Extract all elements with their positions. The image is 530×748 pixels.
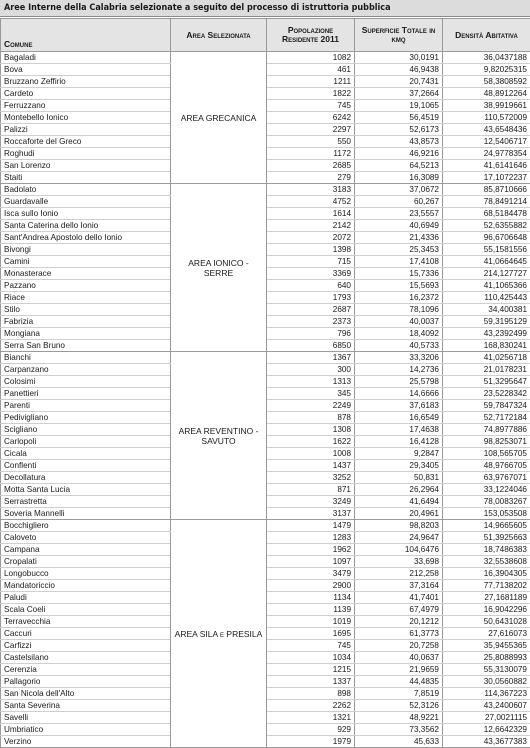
surface-value: 20,7258 bbox=[355, 640, 443, 652]
comune-name: Badolato bbox=[1, 184, 171, 196]
header-density: Densità Abitativa bbox=[443, 19, 530, 52]
density-value: 48,8912264 bbox=[443, 88, 530, 100]
comune-name: Bocchigliero bbox=[1, 520, 171, 532]
comune-name: Bova bbox=[1, 64, 171, 76]
density-value: 96,6706648 bbox=[443, 232, 530, 244]
comune-name: Pedivigliano bbox=[1, 412, 171, 424]
surface-value: 19,1065 bbox=[355, 100, 443, 112]
density-value: 43,2400607 bbox=[443, 700, 530, 712]
population-value: 715 bbox=[267, 256, 355, 268]
density-value: 78,0083267 bbox=[443, 496, 530, 508]
population-value: 300 bbox=[267, 364, 355, 376]
surface-value: 40,0637 bbox=[355, 652, 443, 664]
population-value: 871 bbox=[267, 484, 355, 496]
density-value: 23,5228342 bbox=[443, 388, 530, 400]
comune-name: Pallagorio bbox=[1, 676, 171, 688]
density-value: 63,9767071 bbox=[443, 472, 530, 484]
area-label: AREA REVENTINO - SAVUTO bbox=[171, 352, 267, 520]
density-value: 168,830241 bbox=[443, 340, 530, 352]
population-value: 2685 bbox=[267, 160, 355, 172]
density-value: 55,3130079 bbox=[443, 664, 530, 676]
density-value: 153,053508 bbox=[443, 508, 530, 520]
density-value: 27,616073 bbox=[443, 628, 530, 640]
comune-name: Soveria Mannelli bbox=[1, 508, 171, 520]
comune-name: Cropalati bbox=[1, 556, 171, 568]
population-value: 3183 bbox=[267, 184, 355, 196]
population-value: 1134 bbox=[267, 592, 355, 604]
surface-value: 43,8573 bbox=[355, 136, 443, 148]
population-value: 1008 bbox=[267, 448, 355, 460]
density-value: 35,9455365 bbox=[443, 640, 530, 652]
population-value: 2072 bbox=[267, 232, 355, 244]
surface-value: 40,6949 bbox=[355, 220, 443, 232]
surface-value: 44,4835 bbox=[355, 676, 443, 688]
density-value: 16,3904305 bbox=[443, 568, 530, 580]
population-value: 2249 bbox=[267, 400, 355, 412]
population-value: 745 bbox=[267, 100, 355, 112]
comune-name: San Lorenzo bbox=[1, 160, 171, 172]
surface-value: 98,8203 bbox=[355, 520, 443, 532]
population-value: 6850 bbox=[267, 340, 355, 352]
comune-name: Santa Severina bbox=[1, 700, 171, 712]
comune-name: Bruzzano Zeffirio bbox=[1, 76, 171, 88]
population-value: 640 bbox=[267, 280, 355, 292]
comune-name: Monasterace bbox=[1, 268, 171, 280]
comune-name: Isca sullo Ionio bbox=[1, 208, 171, 220]
comune-name: Carfizzi bbox=[1, 640, 171, 652]
density-value: 43,3677383 bbox=[443, 736, 530, 748]
population-value: 2297 bbox=[267, 124, 355, 136]
population-value: 461 bbox=[267, 64, 355, 76]
comune-name: Terravecchia bbox=[1, 616, 171, 628]
population-value: 1614 bbox=[267, 208, 355, 220]
surface-value: 61,3773 bbox=[355, 628, 443, 640]
comune-name: Scala Coeli bbox=[1, 604, 171, 616]
comune-name: Roghudi bbox=[1, 148, 171, 160]
density-value: 51,3925663 bbox=[443, 532, 530, 544]
density-value: 41,6141646 bbox=[443, 160, 530, 172]
surface-value: 52,6173 bbox=[355, 124, 443, 136]
surface-value: 16,6549 bbox=[355, 412, 443, 424]
population-value: 2687 bbox=[267, 304, 355, 316]
surface-value: 20,7431 bbox=[355, 76, 443, 88]
population-value: 2262 bbox=[267, 700, 355, 712]
surface-value: 16,3089 bbox=[355, 172, 443, 184]
density-value: 77,7138202 bbox=[443, 580, 530, 592]
population-value: 3137 bbox=[267, 508, 355, 520]
surface-value: 37,3164 bbox=[355, 580, 443, 592]
density-value: 25,8088993 bbox=[443, 652, 530, 664]
comune-name: Montebello Ionico bbox=[1, 112, 171, 124]
population-value: 3249 bbox=[267, 496, 355, 508]
population-value: 279 bbox=[267, 172, 355, 184]
header-comune: Comune bbox=[1, 19, 171, 52]
surface-value: 17,4108 bbox=[355, 256, 443, 268]
population-value: 1979 bbox=[267, 736, 355, 748]
comune-name: Bianchi bbox=[1, 352, 171, 364]
surface-value: 37,0672 bbox=[355, 184, 443, 196]
density-value: 41,0664645 bbox=[443, 256, 530, 268]
comune-name: Caccuri bbox=[1, 628, 171, 640]
surface-value: 15,5693 bbox=[355, 280, 443, 292]
surface-value: 25,5798 bbox=[355, 376, 443, 388]
header-population: Popolazione Residente 2011 bbox=[267, 19, 355, 52]
population-value: 2373 bbox=[267, 316, 355, 328]
comune-name: Umbriatico bbox=[1, 724, 171, 736]
density-value: 108,565705 bbox=[443, 448, 530, 460]
surface-value: 20,4961 bbox=[355, 508, 443, 520]
population-value: 1962 bbox=[267, 544, 355, 556]
density-value: 12,6642329 bbox=[443, 724, 530, 736]
surface-value: 41,7401 bbox=[355, 592, 443, 604]
comune-name: Carpanzano bbox=[1, 364, 171, 376]
surface-value: 46,9438 bbox=[355, 64, 443, 76]
surface-value: 45,633 bbox=[355, 736, 443, 748]
comune-name: Castelsilano bbox=[1, 652, 171, 664]
population-value: 1695 bbox=[267, 628, 355, 640]
surface-value: 48,9221 bbox=[355, 712, 443, 724]
population-value: 1034 bbox=[267, 652, 355, 664]
comune-name: Cicala bbox=[1, 448, 171, 460]
comune-name: Campana bbox=[1, 544, 171, 556]
surface-value: 41,6494 bbox=[355, 496, 443, 508]
population-value: 1308 bbox=[267, 424, 355, 436]
density-value: 50,6431028 bbox=[443, 616, 530, 628]
page-title: Aree Interne della Calabria selezionate a seguito del processo di istruttoria pubblica bbox=[0, 0, 530, 17]
comune-name: Ferruzzano bbox=[1, 100, 171, 112]
surface-value: 67,4979 bbox=[355, 604, 443, 616]
comune-name: Mongiana bbox=[1, 328, 171, 340]
surface-value: 18,4092 bbox=[355, 328, 443, 340]
comune-name: Stilo bbox=[1, 304, 171, 316]
density-value: 32,5538608 bbox=[443, 556, 530, 568]
surface-value: 16,4128 bbox=[355, 436, 443, 448]
comune-name: Roccaforte del Greco bbox=[1, 136, 171, 148]
density-value: 18,7486383 bbox=[443, 544, 530, 556]
table-body bbox=[1, 52, 530, 748]
population-value: 745 bbox=[267, 640, 355, 652]
population-value: 6242 bbox=[267, 112, 355, 124]
density-value: 12,5406717 bbox=[443, 136, 530, 148]
surface-value: 21,9659 bbox=[355, 664, 443, 676]
surface-value: 24,9647 bbox=[355, 532, 443, 544]
density-value: 110,572009 bbox=[443, 112, 530, 124]
density-value: 59,3195129 bbox=[443, 316, 530, 328]
comune-name: San Nicola dell'Alto bbox=[1, 688, 171, 700]
table-row bbox=[1, 52, 530, 64]
comune-name: Pazzano bbox=[1, 280, 171, 292]
population-value: 1313 bbox=[267, 376, 355, 388]
population-value: 3252 bbox=[267, 472, 355, 484]
area-label: AREA GRECANICA bbox=[171, 52, 267, 184]
population-value: 1437 bbox=[267, 460, 355, 472]
surface-value: 33,698 bbox=[355, 556, 443, 568]
density-value: 9,82025315 bbox=[443, 64, 530, 76]
comune-name: Riace bbox=[1, 292, 171, 304]
area-label: AREA SILA e PRESILA bbox=[171, 520, 267, 748]
surface-value: 23,5557 bbox=[355, 208, 443, 220]
surface-value: 33,3206 bbox=[355, 352, 443, 364]
surface-value: 40,5733 bbox=[355, 340, 443, 352]
comune-name: Serrastretta bbox=[1, 496, 171, 508]
surface-value: 14,6666 bbox=[355, 388, 443, 400]
density-value: 51,3295647 bbox=[443, 376, 530, 388]
municipalities-table bbox=[0, 18, 530, 748]
density-value: 30,0560882 bbox=[443, 676, 530, 688]
surface-value: 64,5213 bbox=[355, 160, 443, 172]
density-value: 41,1065366 bbox=[443, 280, 530, 292]
surface-value: 104,6476 bbox=[355, 544, 443, 556]
density-value: 58,3808592 bbox=[443, 76, 530, 88]
density-value: 16,9042296 bbox=[443, 604, 530, 616]
header-area: Area Selezionata bbox=[171, 19, 267, 52]
density-value: 43,6548436 bbox=[443, 124, 530, 136]
population-value: 1367 bbox=[267, 352, 355, 364]
comune-name: Decollatura bbox=[1, 472, 171, 484]
surface-value: 78,1096 bbox=[355, 304, 443, 316]
population-value: 3479 bbox=[267, 568, 355, 580]
density-value: 59,7847324 bbox=[443, 400, 530, 412]
population-value: 1479 bbox=[267, 520, 355, 532]
population-value: 929 bbox=[267, 724, 355, 736]
density-value: 34,400381 bbox=[443, 304, 530, 316]
surface-value: 40,0037 bbox=[355, 316, 443, 328]
population-value: 796 bbox=[267, 328, 355, 340]
table-row bbox=[1, 352, 530, 364]
density-value: 52,6355882 bbox=[443, 220, 530, 232]
surface-value: 60,267 bbox=[355, 196, 443, 208]
population-value: 550 bbox=[267, 136, 355, 148]
comune-name: Longobucco bbox=[1, 568, 171, 580]
comune-name: Bagaladi bbox=[1, 52, 171, 64]
comune-name: Staiti bbox=[1, 172, 171, 184]
density-value: 48,9766705 bbox=[443, 460, 530, 472]
area-label: AREA IONICO - SERRE bbox=[171, 184, 267, 352]
density-value: 41,0256718 bbox=[443, 352, 530, 364]
population-value: 3369 bbox=[267, 268, 355, 280]
density-value: 24,9778354 bbox=[443, 148, 530, 160]
surface-value: 21,4336 bbox=[355, 232, 443, 244]
density-value: 52,7172184 bbox=[443, 412, 530, 424]
comune-name: Fabrizia bbox=[1, 316, 171, 328]
population-value: 1139 bbox=[267, 604, 355, 616]
header-surface: Superficie Totale in kmq bbox=[355, 19, 443, 52]
population-value: 1337 bbox=[267, 676, 355, 688]
density-value: 85,8710666 bbox=[443, 184, 530, 196]
population-value: 1082 bbox=[267, 52, 355, 64]
comune-name: Motta Santa Lucia bbox=[1, 484, 171, 496]
surface-value: 56,4519 bbox=[355, 112, 443, 124]
comune-name: Conflenti bbox=[1, 460, 171, 472]
population-value: 1283 bbox=[267, 532, 355, 544]
comune-name: Savelli bbox=[1, 712, 171, 724]
population-value: 4752 bbox=[267, 196, 355, 208]
density-value: 114,367223 bbox=[443, 688, 530, 700]
population-value: 1097 bbox=[267, 556, 355, 568]
comune-name: Panettieri bbox=[1, 388, 171, 400]
surface-value: 14,2736 bbox=[355, 364, 443, 376]
population-value: 2142 bbox=[267, 220, 355, 232]
density-value: 27,0021115 bbox=[443, 712, 530, 724]
surface-value: 73,3562 bbox=[355, 724, 443, 736]
comune-name: Serra San Bruno bbox=[1, 340, 171, 352]
surface-value: 16,2372 bbox=[355, 292, 443, 304]
density-value: 33,1224046 bbox=[443, 484, 530, 496]
density-value: 36,0437188 bbox=[443, 52, 530, 64]
comune-name: Guardavalle bbox=[1, 196, 171, 208]
population-value: 1211 bbox=[267, 76, 355, 88]
density-value: 43,2392499 bbox=[443, 328, 530, 340]
surface-value: 46,9216 bbox=[355, 148, 443, 160]
population-value: 1321 bbox=[267, 712, 355, 724]
population-value: 1822 bbox=[267, 88, 355, 100]
surface-value: 9,2847 bbox=[355, 448, 443, 460]
surface-value: 37,6183 bbox=[355, 400, 443, 412]
table-row bbox=[1, 520, 530, 532]
table-row bbox=[1, 184, 530, 196]
comune-name: Cardeto bbox=[1, 88, 171, 100]
surface-value: 30,0191 bbox=[355, 52, 443, 64]
surface-value: 15,7336 bbox=[355, 268, 443, 280]
population-value: 1172 bbox=[267, 148, 355, 160]
comune-name: Camini bbox=[1, 256, 171, 268]
surface-value: 50,831 bbox=[355, 472, 443, 484]
population-value: 898 bbox=[267, 688, 355, 700]
density-value: 21,0178231 bbox=[443, 364, 530, 376]
table-header-row bbox=[1, 19, 530, 52]
comune-name: Bivongi bbox=[1, 244, 171, 256]
density-value: 27,1681189 bbox=[443, 592, 530, 604]
surface-value: 17,4638 bbox=[355, 424, 443, 436]
surface-value: 25,3453 bbox=[355, 244, 443, 256]
density-value: 98,8253071 bbox=[443, 436, 530, 448]
population-value: 1019 bbox=[267, 616, 355, 628]
density-value: 78,8491214 bbox=[443, 196, 530, 208]
population-value: 2900 bbox=[267, 580, 355, 592]
comune-name: Caloveto bbox=[1, 532, 171, 544]
population-value: 878 bbox=[267, 412, 355, 424]
density-value: 214,127727 bbox=[443, 268, 530, 280]
comune-name: Cerenzia bbox=[1, 664, 171, 676]
comune-name: Mandatoriccio bbox=[1, 580, 171, 592]
comune-name: Palizzi bbox=[1, 124, 171, 136]
population-value: 345 bbox=[267, 388, 355, 400]
comune-name: Paludi bbox=[1, 592, 171, 604]
surface-value: 37,2664 bbox=[355, 88, 443, 100]
surface-value: 52,3126 bbox=[355, 700, 443, 712]
comune-name: Carlopoli bbox=[1, 436, 171, 448]
comune-name: Colosimi bbox=[1, 376, 171, 388]
population-value: 1398 bbox=[267, 244, 355, 256]
population-value: 1215 bbox=[267, 664, 355, 676]
density-value: 74,8977886 bbox=[443, 424, 530, 436]
density-value: 17,1072237 bbox=[443, 172, 530, 184]
surface-value: 7,8519 bbox=[355, 688, 443, 700]
surface-value: 29,3405 bbox=[355, 460, 443, 472]
surface-value: 20,1212 bbox=[355, 616, 443, 628]
comune-name: Parenti bbox=[1, 400, 171, 412]
comune-name: Santa Caterina dello Ionio bbox=[1, 220, 171, 232]
comune-name: Scigliano bbox=[1, 424, 171, 436]
population-value: 1793 bbox=[267, 292, 355, 304]
density-value: 55,1581556 bbox=[443, 244, 530, 256]
density-value: 38,9919661 bbox=[443, 100, 530, 112]
comune-name: Verzino bbox=[1, 736, 171, 748]
density-value: 110,425443 bbox=[443, 292, 530, 304]
density-value: 68,5184478 bbox=[443, 208, 530, 220]
surface-value: 26,2964 bbox=[355, 484, 443, 496]
density-value: 14,9665605 bbox=[443, 520, 530, 532]
surface-value: 212,258 bbox=[355, 568, 443, 580]
population-value: 1622 bbox=[267, 436, 355, 448]
comune-name: Sant'Andrea Apostolo dello Ionio bbox=[1, 232, 171, 244]
